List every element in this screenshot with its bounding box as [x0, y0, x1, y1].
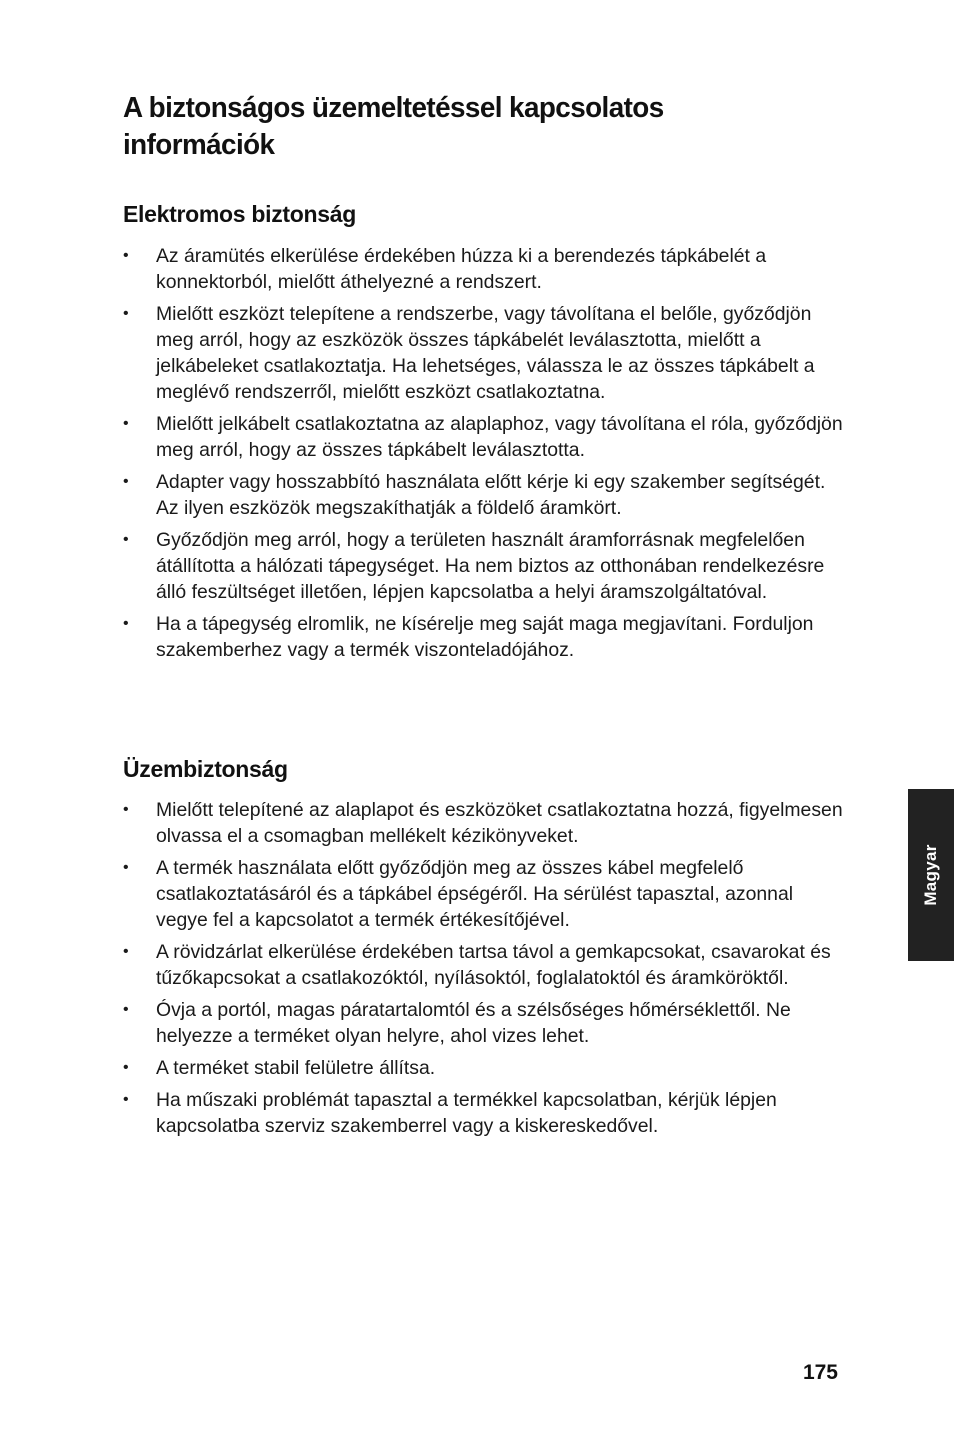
bullet-icon: • [123, 859, 129, 876]
bullet-icon: • [123, 1059, 129, 1076]
bullet-icon: • [123, 473, 129, 490]
bullet-icon: • [123, 1091, 129, 1108]
list-item-text: Ha műszaki problémát tapasztal a termékkel kapcsolatban, kérjük lépjen kapcsolatba szerviz szakemberrel vagy a kiskereskedővel. [156, 1089, 777, 1137]
bullet-icon: • [123, 247, 129, 264]
list-item-text: Mielőtt eszközt telepítene a rendszerbe, vagy távolítana el belőle, győződjön meg arról, hogy az eszközök összes tápkábelét leválasztotta, mielőtt a jelkábeleket csatlakoztatja. Ha lehetséges, válassza le az összes tápkábelt a meglévő rendszerről, mielőtt eszközt csatlakoztatna. [156, 303, 815, 403]
bullet-icon: • [123, 415, 129, 432]
list-item [123, 855, 843, 933]
list-item-text: A termék használata előtt győződjön meg az összes kábel megfelelő csatlakoztatásáról és a tápkábel épségéről. Ha sérülést tapasztal, azonnal vegye fel a kapcsolatot a termék értékesítőjével. [156, 857, 794, 931]
list-item [123, 939, 843, 991]
language-side-tab [908, 789, 954, 961]
list-item [123, 1087, 843, 1139]
list-item-text: Adapter vagy hosszabbító használata előtt kérje ki egy szakember segítségét. Az ilyen eszközök megszakíthatják a földelő áramkört. [156, 471, 826, 519]
list-item-text: Az áramütés elkerülése érdekében húzza ki a berendezés tápkábelét a konnektorból, mielőtt áthelyezné a rendszert. [156, 245, 767, 293]
list-item-text: Mielőtt telepítené az alaplapot és eszközöket csatlakoztatna hozzá, figyelmesen olvassa el a csomagban mellékelt kézikönyveket. [156, 799, 843, 847]
section-heading-electrical-safety: Elektromos biztonság [123, 201, 356, 227]
list-item-text: Győződjön meg arról, hogy a területen használt áramforrásnak megfelelően átállította a hálózati tápegységet. Ha nem biztos az otthonában rendelkezésre álló feszültséget illetően, lépjen kapcsolatba a helyi áramszolgáltatóval. [156, 529, 825, 603]
bullet-icon: • [123, 1001, 129, 1018]
list-item [123, 997, 843, 1049]
bullet-icon: • [123, 801, 129, 818]
list-item [123, 527, 843, 605]
list-item-text: Ha a tápegység elromlik, ne kísérelje meg saját maga megjavítani. Forduljon szakemberhez vagy a termék viszonteladójához. [156, 613, 814, 661]
list-item [123, 243, 843, 295]
list-item-text: Mielőtt jelkábelt csatlakoztatna az alaplaphoz, vagy távolítana el róla, győződjön meg arról, hogy az összes tápkábelt leválasztotta. [156, 413, 843, 461]
list-item-text: A rövidzárlat elkerülése érdekében tartsa távol a gemkapcsokat, csavarokat és tűzőkapcsokat a csatlakozóktól, nyílásoktól, foglalatoktól és áramköröktől. [156, 941, 831, 989]
language-tab-label: Magyar [921, 844, 940, 906]
list-item [123, 611, 843, 663]
list-item-text: A terméket stabil felületre állítsa. [156, 1057, 436, 1079]
list-item [123, 797, 843, 849]
list-item [123, 411, 843, 463]
electrical-safety-list [123, 243, 843, 669]
list-item [123, 469, 843, 521]
bullet-icon: • [123, 305, 129, 322]
list-item-text: Óvja a portól, magas páratartalomtól és a szélsőséges hőmérséklettől. Ne helyezze a terméket olyan helyre, ahol vizes lehet. [156, 999, 791, 1047]
bullet-icon: • [123, 531, 129, 548]
operational-safety-list [123, 797, 843, 1145]
bullet-icon: • [123, 943, 129, 960]
section-heading-operational-safety: Üzembiztonság [123, 756, 288, 782]
list-item [123, 301, 843, 405]
page-title: A biztonságos üzemeltetéssel kapcsolatos információk [123, 92, 664, 161]
list-item [123, 1055, 843, 1081]
page-number: 175 [802, 1361, 838, 1384]
bullet-icon: • [123, 615, 129, 632]
